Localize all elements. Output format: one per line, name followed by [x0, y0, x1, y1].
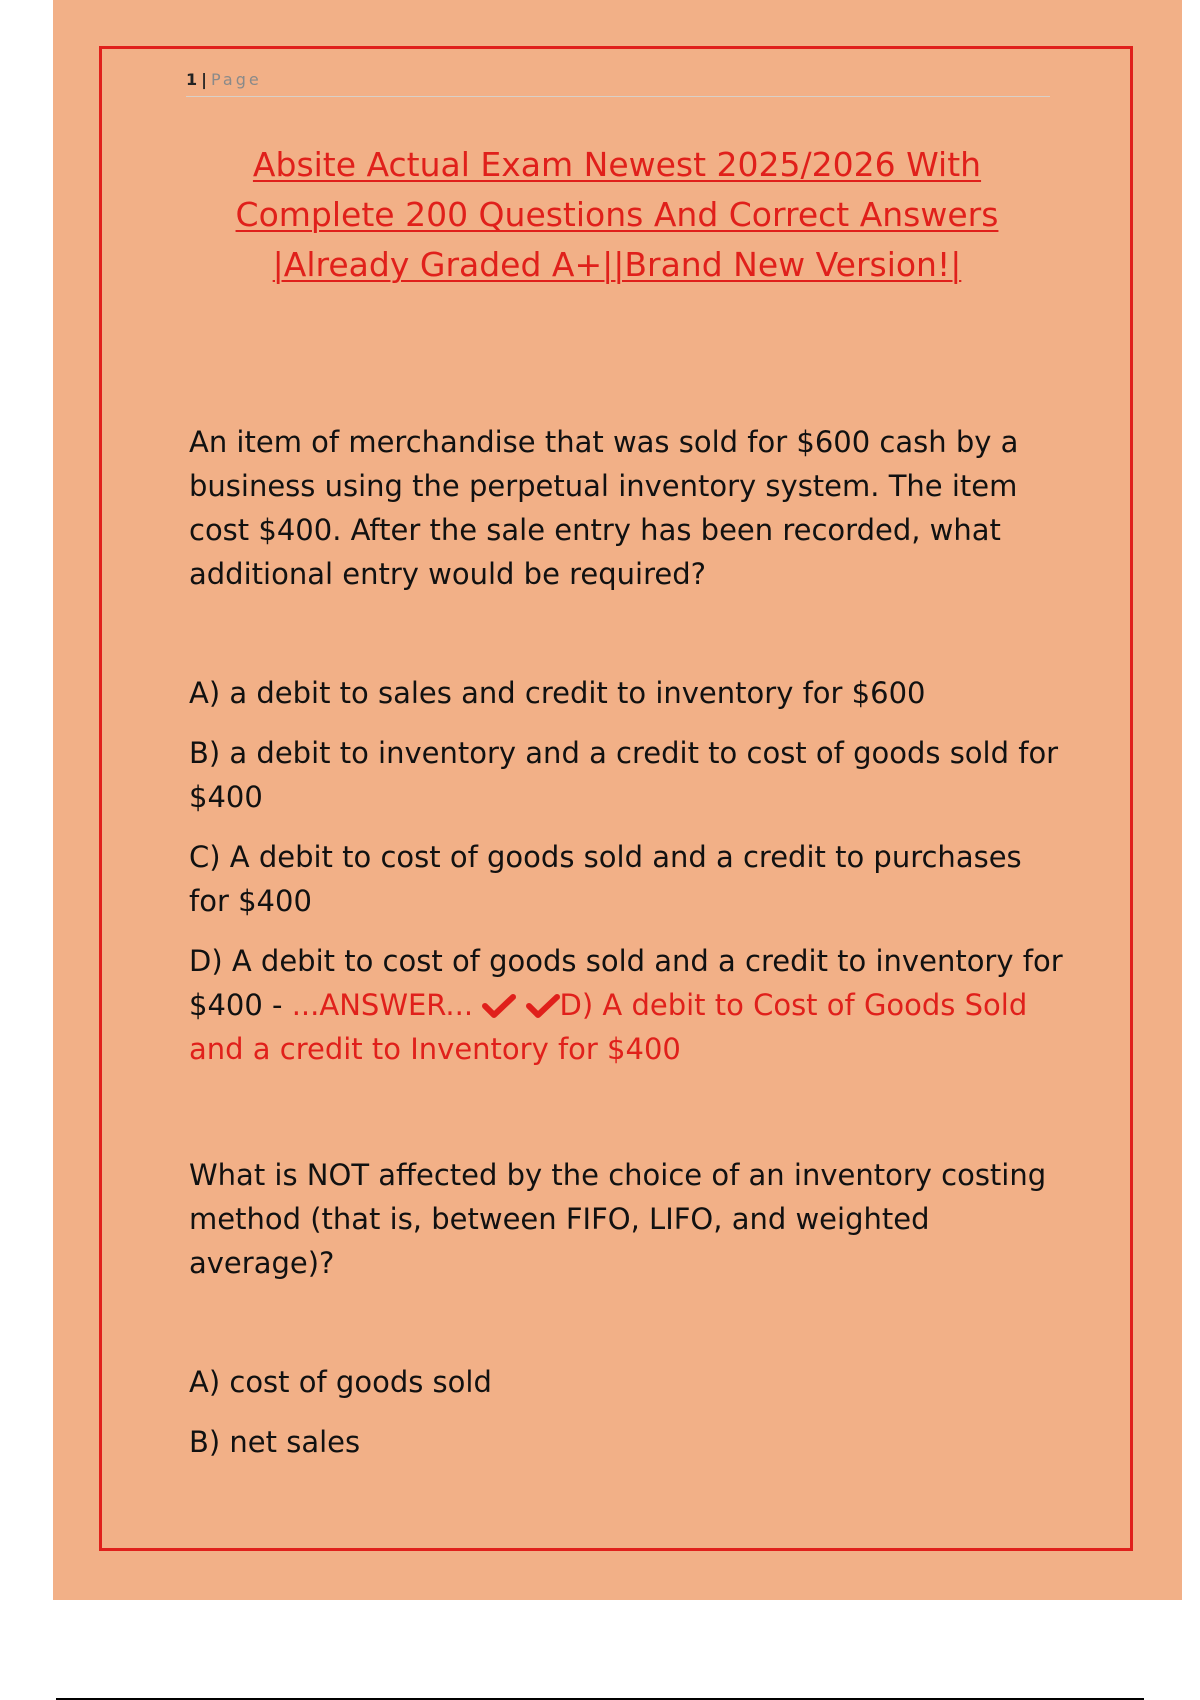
title-line-1: Absite Actual Exam Newest 2025/2026 With — [252, 145, 982, 184]
page-header — [186, 70, 1050, 97]
option-d-text: D) A debit to cost of goods sold and a credit to inventory for $400 - — [189, 944, 1063, 1022]
check-icon — [526, 993, 560, 1019]
question-1-text: An item of merchandise that was sold for $600 cash by a business using the perpetual inventory system. The item cost $400. After the sale entry has been recorded, what additional entry would be required? — [189, 425, 1019, 591]
question-1-option-d — [189, 939, 1069, 1071]
document-title — [150, 140, 1084, 290]
answer-text: D) A debit to Cost of Goods Sold and a credit to Inventory for $400 — [189, 988, 1028, 1066]
question-1-option-b: B) a debit to inventory and a credit to cost of goods sold for $400 — [189, 736, 1059, 814]
page-label: Page — [210, 70, 262, 89]
question-2-text: What is NOT affected by the choice of an inventory costing method (that is, between FIFO, LIFO, and weighted average)? — [189, 1158, 1047, 1280]
question-1-option-a: A) a debit to sales and credit to inventory for $600 — [189, 676, 926, 710]
question-2-option-b: B) net sales — [189, 1425, 361, 1459]
page-separator: | — [201, 70, 208, 89]
title-line-2: Complete 200 Questions And Correct Answers — [235, 195, 999, 234]
page-number: 1 — [186, 70, 199, 89]
title-line-3: |Already Graded A+||Brand New Version!| — [272, 245, 962, 284]
question-1-option-c: C) A debit to cost of goods sold and a credit to purchases for $400 — [189, 840, 1022, 918]
check-icon — [482, 993, 516, 1019]
answer-marker: ...ANSWER... — [291, 988, 474, 1022]
question-2-option-a: A) cost of goods sold — [189, 1365, 492, 1399]
